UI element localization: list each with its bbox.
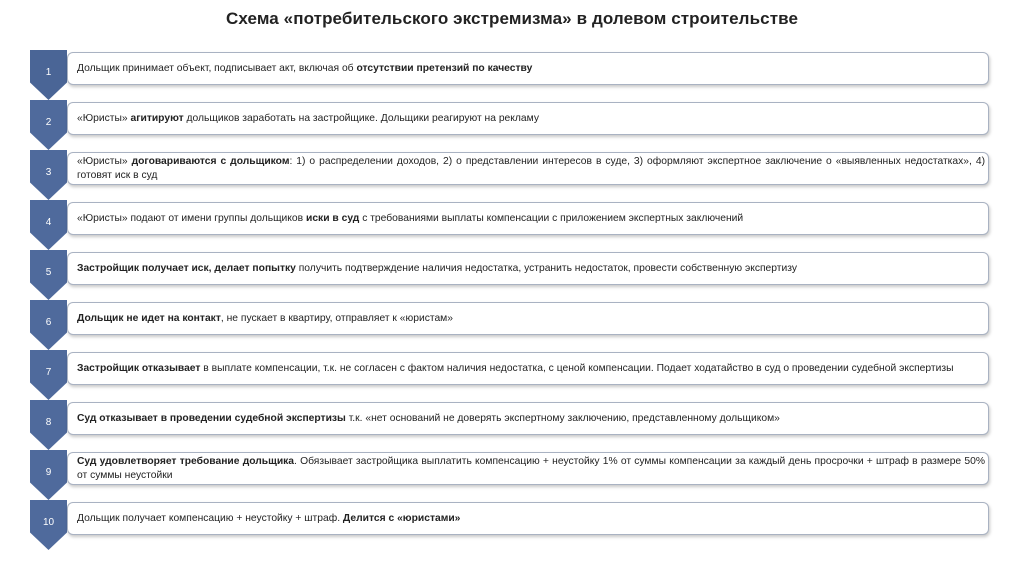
step-text (77, 312, 985, 326)
step-text-part: «Юристы» подают от имени группы дольщиков (77, 212, 306, 224)
step-text (77, 212, 985, 226)
step-text-part: . Обязывает застройщика выплатить компенсацию + неустойку 1% от суммы компенсации за каждый день просрочки + штраф в размере 50% от суммы неустойки (77, 455, 985, 481)
step-row (0, 450, 1024, 500)
step-row (0, 50, 1024, 100)
step-text-bold: Дольщик не идет на контакт (77, 312, 221, 324)
step-text-part: с требованиями выплаты компенсации с приложением экспертных заключений (359, 212, 744, 224)
step-row (0, 150, 1024, 200)
step-number: 5 (45, 267, 52, 278)
step-number: 7 (45, 367, 52, 378)
step-box (67, 402, 989, 435)
step-box (67, 252, 989, 285)
step-text-part: Дольщик принимает объект, подписывает акт, включая об (77, 62, 357, 74)
step-box (67, 352, 989, 385)
step-text (77, 455, 985, 483)
step-text-bold: Делится с «юристами» (342, 512, 461, 524)
step-row (0, 250, 1024, 300)
step-text-bold: Суд отказывает в проведении судебной экспертизы (77, 412, 346, 424)
step-text-part: получить подтверждение наличия недостатка, устранить недостаток, провести собственную экспертизу (295, 262, 797, 274)
step-text (77, 262, 985, 276)
steps-list (0, 50, 1024, 560)
step-box (67, 52, 989, 85)
step-text (77, 62, 985, 76)
step-number: 1 (45, 67, 52, 78)
step-number: 4 (45, 217, 52, 228)
step-box (67, 502, 989, 535)
step-row (0, 200, 1024, 250)
step-box (67, 102, 989, 135)
step-row (0, 300, 1024, 350)
step-text-bold: договариваются с дольщиком (131, 155, 290, 167)
step-box (67, 452, 989, 485)
step-text-part: Дольщик получает компенсацию + неустойку + штраф. (77, 512, 343, 524)
step-text (77, 412, 985, 426)
step-text-bold: Суд удовлетворяет требование дольщика (77, 455, 295, 467)
step-row (0, 500, 1024, 550)
step-text-part: дольщиков заработать на застройщике. Дольщики реагируют на рекламу (183, 112, 539, 124)
step-row (0, 400, 1024, 450)
step-text-part: т.к. «нет оснований не доверять экспертному заключению, представленному дольщиком» (345, 412, 780, 424)
step-number: 8 (45, 417, 52, 428)
step-text-part: «Юристы» (77, 112, 131, 124)
step-text (77, 112, 985, 126)
step-number: 3 (45, 167, 52, 178)
step-text (77, 512, 985, 526)
step-number: 6 (45, 317, 52, 328)
step-text (77, 155, 985, 183)
step-row (0, 350, 1024, 400)
step-text-bold: отсутствии претензий по качеству (356, 62, 533, 74)
step-text-part: в выплате компенсации, т.к. не согласен с фактом наличия недостатка, с ценой компенсации. Подает ходатайство в суд о проведении судебной экспертизы (200, 362, 954, 374)
step-text-part: «Юристы» (77, 155, 132, 167)
step-text-bold: иски в суд (306, 212, 360, 224)
step-box (67, 202, 989, 235)
step-text-bold: Застройщик получает иск, делает попытку (77, 262, 296, 274)
step-number: 9 (45, 467, 52, 478)
step-row (0, 100, 1024, 150)
step-text-bold: агитируют (130, 112, 184, 124)
diagram-title: Схема «потребительского экстремизма» в долевом строительстве (226, 9, 798, 28)
step-text-part: : 1) о распределении доходов, 2) о представлении интересов в суде, 3) оформляют экспертное заключение о «выявленных недостатках», 4) готовят иск в суд (77, 155, 985, 181)
step-text (77, 362, 985, 376)
step-text-bold: Застройщик отказывает (77, 362, 201, 374)
step-number: 2 (45, 117, 52, 128)
step-box (67, 152, 989, 185)
step-box (67, 302, 989, 335)
step-number: 10 (42, 517, 55, 528)
step-text-part: , не пускает в квартиру, отправляет к «юристам» (220, 312, 453, 324)
